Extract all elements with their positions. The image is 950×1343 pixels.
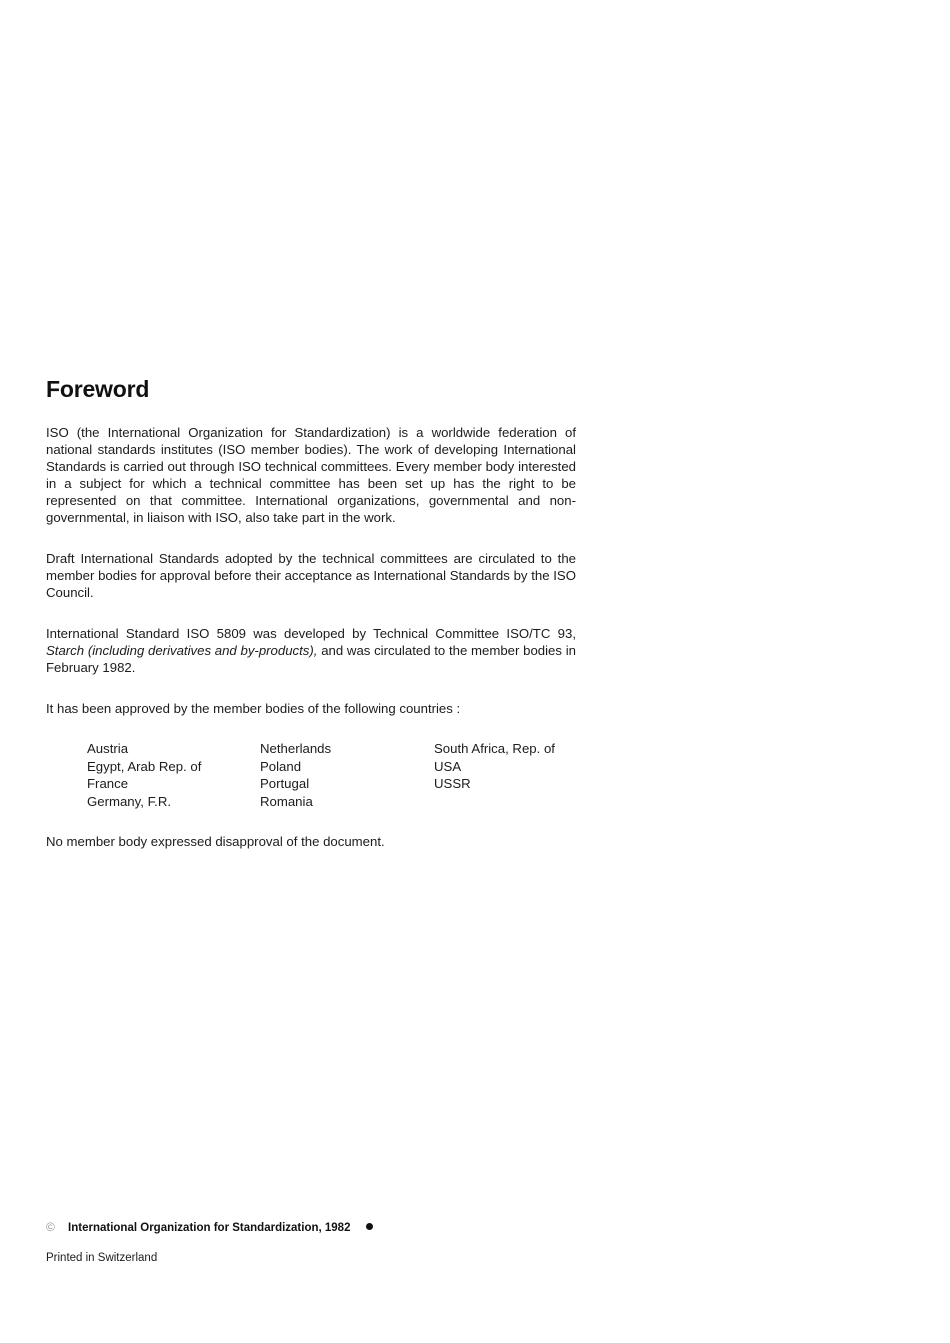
copyright-icon: ©: [46, 1220, 55, 1234]
bullet-dot-icon: [366, 1223, 373, 1230]
page-title: Foreword: [46, 376, 150, 402]
country-column-3: [434, 740, 555, 793]
paragraph-draft-standards: Draft International Standards adopted by the technical committees are circulated to the member bodies for approval before their acceptance as International Standards by the ISO Council.: [46, 551, 576, 600]
country-column-1: [87, 740, 201, 810]
country-item: France: [87, 776, 129, 791]
country-column-2: [260, 740, 331, 810]
copyright-text: International Organization for Standardization, 1982: [68, 1222, 351, 1234]
country-item: Austria: [87, 741, 129, 756]
country-item: South Africa, Rep. of: [434, 741, 555, 756]
country-item: Romania: [260, 793, 313, 809]
development-text-end: and was circulated to the member bodies in February 1982.: [46, 643, 576, 675]
paragraph-iso-intro: ISO (the International Organization for Standardization) is a worldwide federation of national standards institutes (ISO member bodies). The work of developing International Standards is carried out through ISO technical committees. Every member body interested in a subject for which a technical committee has been set up has the right to be represented on that committee. International organizations, governmental and non-governmental, in liaison with ISO, also take part in the work.: [46, 425, 576, 525]
country-item: Germany, F.R.: [87, 793, 172, 809]
development-text-start: International Standard ISO 5809 was developed by Technical Committee ISO/TC 93,: [46, 626, 576, 641]
country-item: Egypt, Arab Rep. of: [87, 758, 202, 774]
country-item: Netherlands: [260, 741, 332, 756]
country-item: Portugal: [260, 776, 310, 791]
paragraph-disapproval: No member body expressed disapproval of the document.: [46, 834, 385, 849]
paragraph-development: [46, 625, 576, 676]
copyright-line: [46, 1220, 373, 1234]
country-item: USSR: [434, 776, 471, 791]
country-item: USA: [434, 758, 462, 774]
country-item: Poland: [260, 758, 302, 774]
printed-note: Printed in Switzerland: [46, 1252, 158, 1264]
paragraph-approval: It has been approved by the member bodies of the following countries :: [46, 701, 461, 716]
committee-title: Starch (including derivatives and by-products),: [46, 643, 318, 658]
